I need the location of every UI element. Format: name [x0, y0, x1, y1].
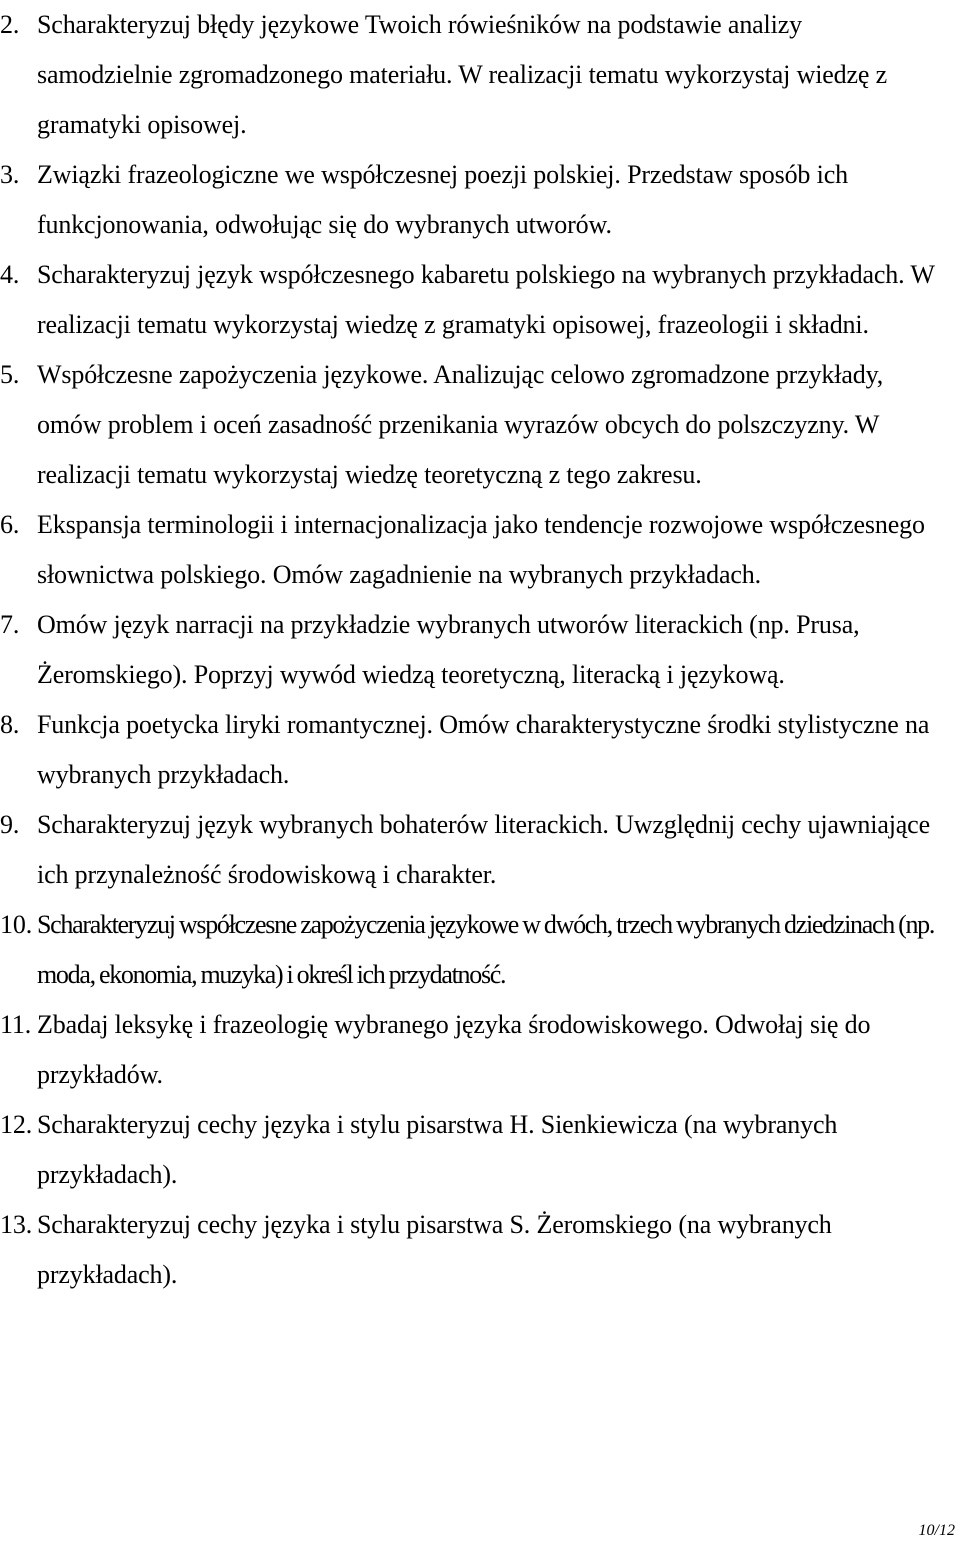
- topic-number: 7.: [0, 610, 20, 639]
- topic-item: [0, 1100, 940, 1200]
- topic-text: Omów język narracji na przykładzie wybranych utworów literackich (np. Prusa, Żeromskiego). Poprzyj wywód wiedzą teoretyczną, literacką i językową.: [37, 610, 860, 689]
- topic-item: [0, 600, 940, 700]
- topic-item: [0, 250, 940, 350]
- topic-text: Związki frazeologiczne we współczesnej poezji polskiej. Przedstaw sposób ich funkcjonowania, odwołując się do wybranych utworów.: [37, 160, 848, 239]
- topic-item: [0, 700, 940, 800]
- topic-item: [0, 1200, 940, 1300]
- topic-item: [0, 1000, 940, 1100]
- topic-text: Ekspansja terminologii i internacjonalizacja jako tendencje rozwojowe współczesnego słownictwa polskiego. Omów zagadnienie na wybranych przykładach.: [37, 510, 925, 589]
- topic-text: Scharakteryzuj cechy języka i stylu pisarstwa H. Sienkiewicza (na wybranych przykładach).: [37, 1110, 838, 1189]
- topic-number: 4.: [0, 260, 20, 289]
- topic-number: 5.: [0, 360, 20, 389]
- topic-number: 12.: [0, 1110, 33, 1139]
- topic-text: Scharakteryzuj język współczesnego kabaretu polskiego na wybranych przykładach. W realizacji tematu wykorzystaj wiedzę z gramatyki opisowej, frazeologii i składni.: [37, 260, 935, 339]
- topic-item: [0, 500, 940, 600]
- topic-text: Funkcja poetycka liryki romantycznej. Omów charakterystyczne środki stylistyczne na wybranych przykładach.: [37, 710, 930, 789]
- topic-number: 9.: [0, 810, 20, 839]
- topic-item: [0, 900, 940, 1000]
- topic-item: [0, 800, 940, 900]
- topic-item: [0, 350, 940, 500]
- topic-number: 8.: [0, 710, 20, 739]
- topic-number: 2.: [0, 10, 20, 39]
- page-number: 10/12: [918, 1522, 955, 1539]
- topic-item: [0, 150, 940, 250]
- topic-number: 3.: [0, 160, 20, 189]
- topic-number: 6.: [0, 510, 20, 539]
- topic-text: Scharakteryzuj cechy języka i stylu pisarstwa S. Żeromskiego (na wybranych przykładach).: [37, 1210, 832, 1289]
- topic-number: 10.: [0, 910, 33, 939]
- topic-item: [0, 0, 940, 150]
- topic-text: Scharakteryzuj język wybranych bohaterów literackich. Uwzględnij cechy ujawniające ich przynależność środowiskową i charakter.: [37, 810, 930, 889]
- topic-text: Współczesne zapożyczenia językowe. Analizując celowo zgromadzone przykłady, omów problem i oceń zasadność przenikania wyrazów obcych do polszczyzny. W realizacji tematu wykorzystaj wiedzę teoretyczną z tego zakresu.: [37, 360, 884, 489]
- topic-text: Zbadaj leksykę i frazeologię wybranego języka środowiskowego. Odwołaj się do przykładów.: [37, 1010, 871, 1089]
- topic-number: 13.: [0, 1210, 33, 1239]
- topic-text: Scharakteryzuj błędy językowe Twoich rówieśników na podstawie analizy samodzielnie zgromadzonego materiału. W realizacji tematu wykorzystaj wiedzę z gramatyki opisowej.: [37, 10, 888, 139]
- topic-text: Scharakteryzuj współczesne zapożyczenia językowe w dwóch, trzech wybranych dziedzinach (np. moda, ekonomia, muzyka) i określ ich przydatność.: [37, 910, 935, 989]
- topic-number: 11.: [0, 1010, 32, 1039]
